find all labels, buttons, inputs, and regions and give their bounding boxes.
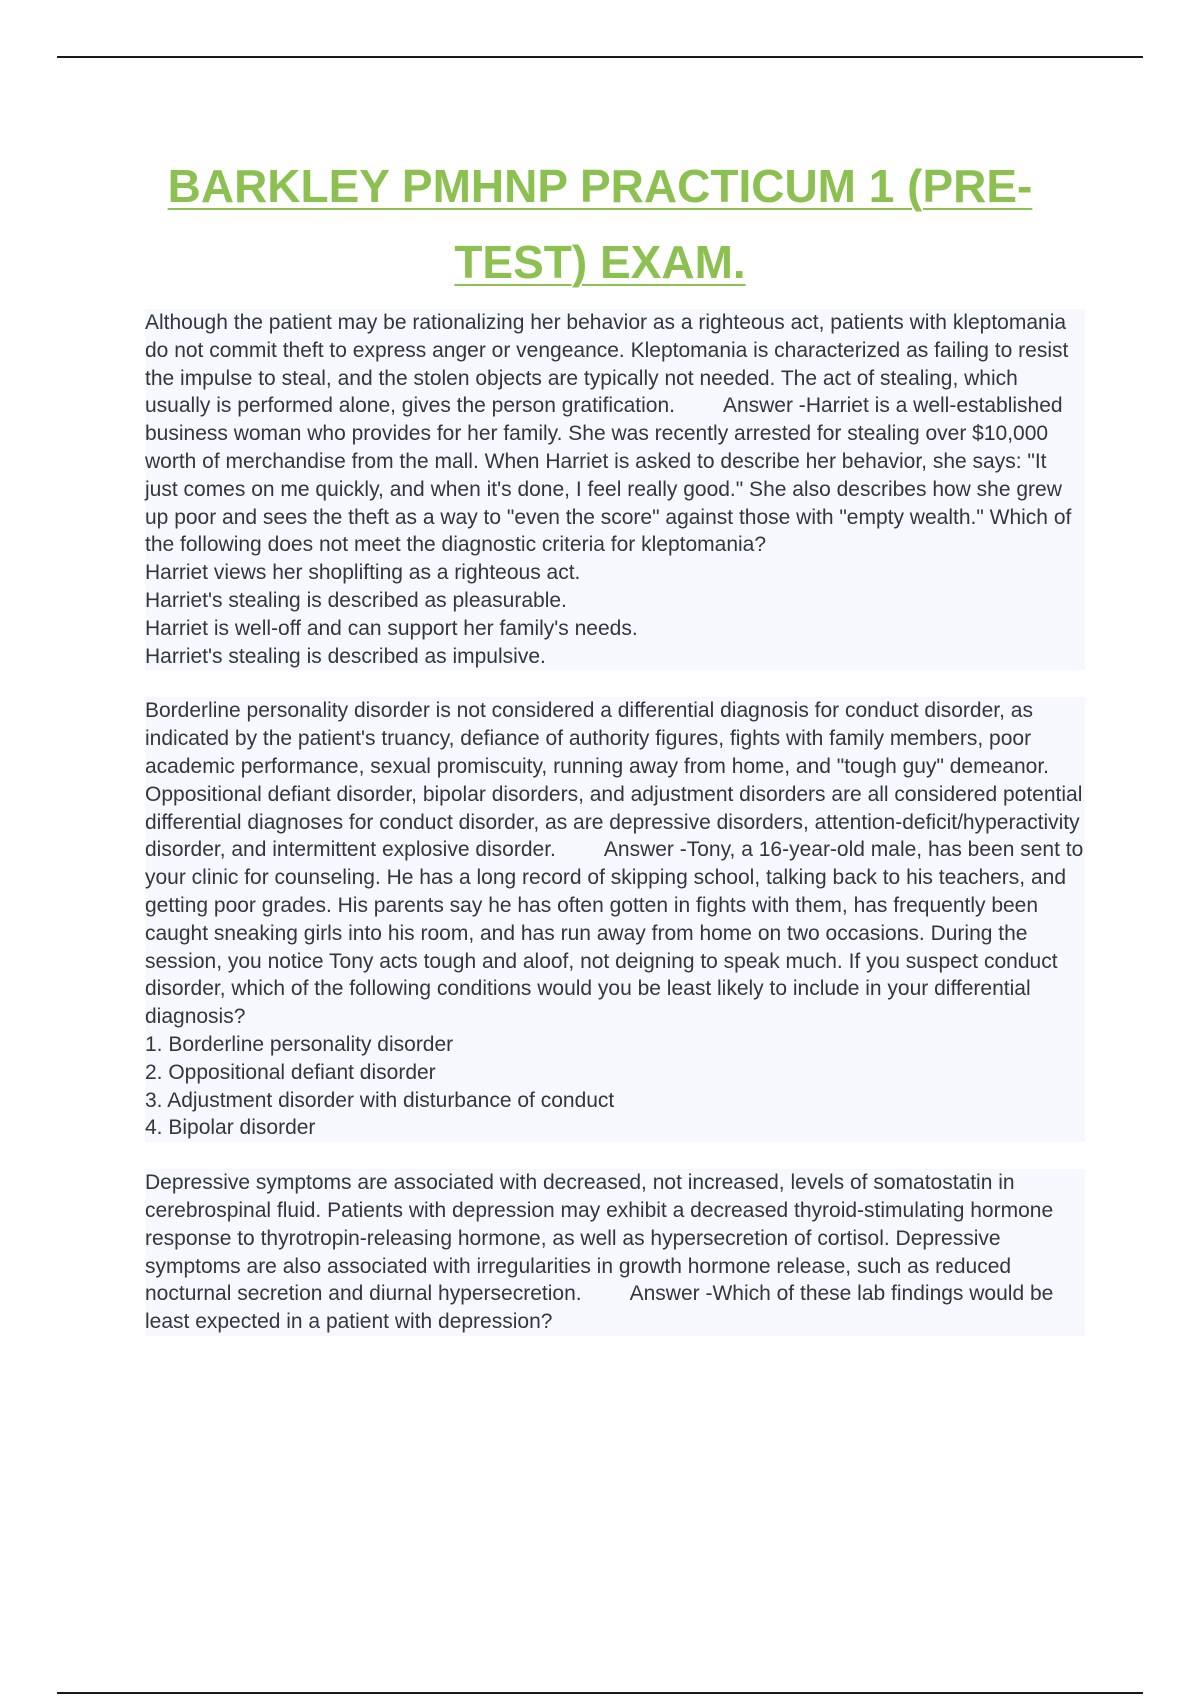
question-1-option-2: Harriet's stealing is described as pleasurable.: [145, 588, 567, 612]
document-title: [120, 148, 1080, 300]
question-2-rationale: Borderline personality disorder is not considered a differential diagnosis for conduct disorder, as indicated by the patient's truancy, defiance of authority figures, fights with family members, poor academic performance, sexual promiscuity, running away from home, and "tough guy" demeanor. Oppositional defiant disorder, bipolar disorders, and adjustment disorders are all considered potential differential diagnoses for conduct disorder, as are depressive disorders, attention-deficit/hyperactivity disorder, and intermittent explosive disorder.: [145, 699, 1083, 862]
question-2-option-3: 3. Adjustment disorder with disturbance of conduct: [145, 1088, 615, 1112]
question-1-stem: Harriet is a well-established business woman who provides for her family. She was recently arrested for stealing over $10,000 worth of merchandise from the mall. When Harriet is asked to describe her behavior, she says: "It just comes on me quickly, and when it's done, I feel really good." She also describes how she grew up poor and sees the theft as a way to "even the score" against those with "empty wealth." Which of the following does not meet the diagnostic criteria for kleptomania?: [145, 394, 1072, 557]
question-block-2: [145, 697, 1085, 1142]
question-3-rationale: Depressive symptoms are associated with decreased, not increased, levels of somatostatin in cerebrospinal fluid. Patients with depression may exhibit a decreased thyroid-stimulating hormone response to thyrotropin-releasing hormone, as well as hypersecretion of cortisol. Depressive symptoms are also associated with irregularities in growth hormone release, such as reduced nocturnal secretion and diurnal hypersecretion.: [145, 1171, 1054, 1306]
question-3-text: [145, 1169, 1085, 1336]
question-1-rationale: Although the patient may be rationalizing her behavior as a righteous act, patients with kleptomania do not commit theft to express anger or vengeance. Kleptomania is characterized as failing to resist the impulse to steal, and the stolen objects are typically not needed. The act of stealing, which usually is performed alone, gives the person gratification.: [145, 311, 1069, 418]
question-block-3: [145, 1169, 1085, 1336]
question-2-option-4: 4. Bipolar disorder: [145, 1116, 316, 1140]
question-2-text: [145, 697, 1085, 1031]
document-body: [145, 309, 1085, 1363]
title-line-2: TEST) EXAM.: [454, 236, 746, 288]
question-1-option-4: Harriet's stealing is described as impulsive.: [145, 644, 546, 668]
title-line-1: BARKLEY PMHNP PRACTICUM 1 (PRE-: [167, 160, 1033, 212]
question-2-answer-label: Answer -: [603, 838, 687, 862]
header-rule: [57, 56, 1143, 58]
question-1-option-1: Harriet views her shoplifting as a righteous act.: [145, 561, 581, 585]
question-1-option-3: Harriet is well-off and can support her family's needs.: [145, 616, 638, 640]
footer-rule: [57, 1692, 1143, 1694]
question-1-text: [145, 309, 1085, 559]
question-2-stem: Tony, a 16-year-old male, has been sent to your clinic for counseling. He has a long record of skipping school, talking back to his teachers, and getting poor grades. His parents say he has often gotten in fights with them, has frequently been caught sneaking girls into his room, and has run away from home on two occasions. During the session, you notice Tony acts tough and aloof, not deigning to speak much. If you suspect conduct disorder, which of the following conditions would you be least likely to include in your differential diagnosis?: [145, 838, 1084, 1029]
question-1-answer-label: Answer -: [722, 394, 806, 418]
question-3-stem: Which of these lab findings would be least expected in a patient with depression?: [145, 1282, 1054, 1334]
question-block-1: [145, 309, 1085, 670]
question-2-option-2: 2. Oppositional defiant disorder: [145, 1060, 436, 1084]
question-3-answer-label: Answer -: [629, 1282, 713, 1306]
question-2-option-1: 1. Borderline personality disorder: [145, 1032, 454, 1056]
